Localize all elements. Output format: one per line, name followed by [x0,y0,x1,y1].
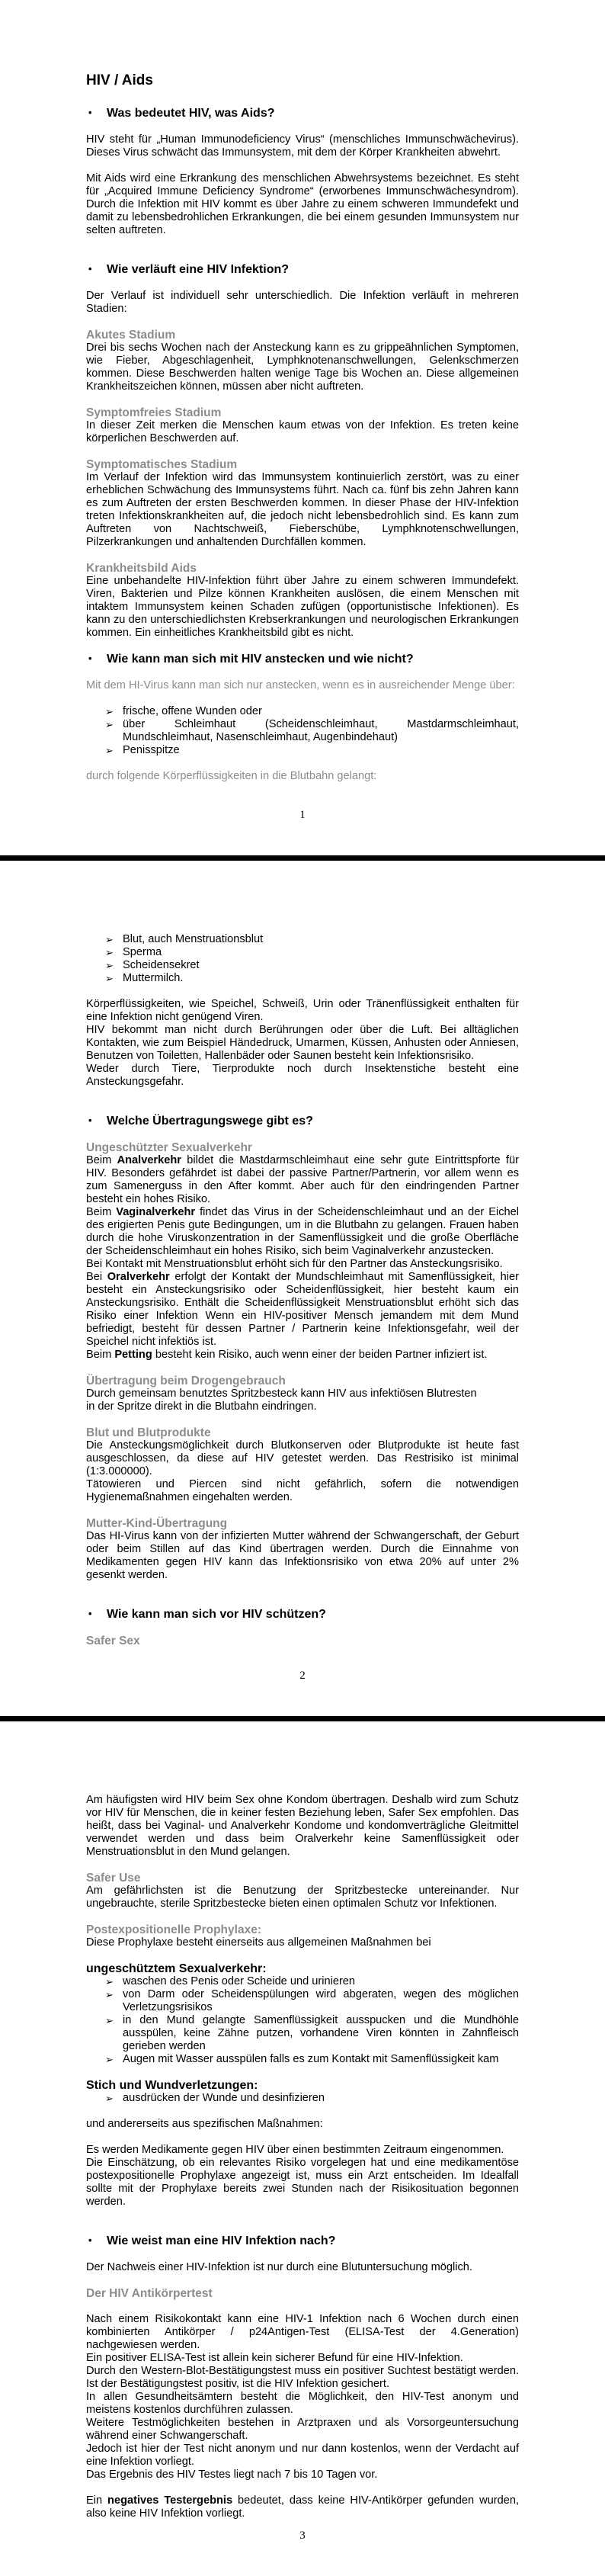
text-run: Am häufigsten wird HIV beim Sex ohne Kondom übertragen. Deshalb wird zum Schutz vor HIV für Menschen, die in keiner festen Beziehung leben, Safer Sex empfohlen. Das heißt, dass bei Vaginal- und Analverkehr Kondome und kondomverträgliche Gleitmittel verwendet werden und dass beim Oralverkehr keine Samenflüssigkeit oder Menstruationsblut in den Mund gelangen. [86,1794,519,1858]
text-run: Körperflüssigkeiten, wie Speichel, Schweiß, Urin oder Tränenflüssigkeit enthalten für eine Infektion nicht genügend Viren. [86,998,519,1023]
sub-heading: Postexpositionelle Prophylaxe: [86,1923,261,1936]
text-run: Das HI-Virus kann von der infizierten Mutter während der Schwangerschaft, der Geburt oder beim Stillen auf das Kind übertragen werden. Durch die Einnahme von Medikamenten gegen HIV kann das Infektionsrisiko von etwa 20% auf unter 2% gesenkt werden. [86,1530,519,1581]
spacer [86,1859,519,1872]
arrow-icon: ➢ [105,947,114,958]
list [86,2092,519,2105]
text-run: Vaginalverkehr [116,1206,196,1218]
paragraph [86,1024,519,1063]
text-run: Petting [114,1349,152,1361]
sub-heading: Krankheitsbild Aids [86,562,197,575]
arrow-icon: ➢ [105,2015,114,2026]
paragraph [86,2469,519,2481]
text-run: Beim [86,1154,117,1166]
page [0,0,605,855]
text-run: Scheidensekret [123,959,200,971]
text-run: HIV steht für „Human Immunodeficiency Virus“ (menschliches Immunschwächevirus). Dieses Virus schwächt das Immunsystem, mit dem der Körper Krankheiten abwehrt. [86,133,519,159]
paragraph [86,2365,519,2391]
text-run: in den Mund gelangte Samenflüssigkeit ausspucken und die Mundhöhle ausspülen, keine Zähne putzen, vorhandene Viren könnten in Zahnfleisch gerieben werden [123,2014,519,2052]
spacer [86,666,519,679]
text-run: und andererseits aus spezifischen Maßnahmen: [86,2118,323,2130]
arrow-icon: ➢ [105,745,114,756]
text-run: Die Ansteckungsmöglichkeit durch Blutkonserven oder Blutprodukte ist heute fast ausgeschlossen, da diese auf HIV getestet werden. Das Restrisiko ist minimal (1:3.000000). [86,1439,519,1477]
list-item [86,2092,519,2105]
spacer [86,277,519,290]
section-heading-text: Wie verläuft eine HIV Infektion? [107,263,290,276]
spacer [86,985,519,998]
spacer [86,2209,519,2222]
text-run: Sperma [123,946,162,958]
text-run: Augen mit Wasser ausspülen falls es zum Kontakt mit Samenflüssigkeit kam [123,2053,499,2065]
list-item [86,2014,519,2053]
text-run: Diese Prophylaxe besteht einerseits aus allgemeinen Maßnahmen bei [86,1936,431,1949]
spacer [86,1413,519,1426]
page-number: 2 [299,1670,306,1682]
list-item-text [123,959,200,971]
spacer [86,1949,519,1962]
text-run: negatives Testergebnis [107,2494,233,2507]
text-run: ausdrücken der Wunde und desinfizieren [123,2092,325,2104]
section-heading-text: Wie kann man sich mit HIV anstecken und wie nicht? [107,653,414,666]
text-run: Ein [86,2494,108,2507]
spacer [86,2274,519,2287]
text-run: Bei [86,1271,107,1283]
text-run: Der Nachweis einer HIV-Infektion ist nur durch eine Blutuntersuchung möglich. [86,2261,472,2273]
paragraph [86,770,519,783]
list [86,1975,519,2066]
text-run: waschen des Penis oder Scheide und urinieren [123,1975,356,1987]
paragraph [86,419,519,445]
spacer [86,2131,519,2144]
list-item-text [123,744,180,756]
section-heading-text: Was bedeutet HIV, was Aids? [107,107,275,120]
sub-heading: Symptomatisches Stadium [86,458,238,471]
spacer [86,2481,519,2494]
page-number: 1 [299,809,306,821]
list-item [86,972,519,985]
paragraph [86,2157,519,2209]
spacer [86,1595,519,1608]
text-run: In dieser Zeit merken die Menschen kaum etwas von der Infektion. Es treten keine körperlichen Beschwerden auf. [86,419,519,444]
section-heading-text: Wie weist man eine HIV Infektion nach? [107,2234,336,2247]
text-run: Weder durch Tiere, Tierprodukte noch durch Insektenstiche besteht eine Ansteckungsgefahr. [86,1063,519,1088]
paragraph [86,133,519,159]
text-run: HIV bekommt man nicht durch Berührungen oder über die Luft. Bei alltäglichen Kontakten, wie zum Beispiel Händedruck, Umarmen, Küssen, Anhusten oder Anniesen, Benutzen von Toiletten, Hallenbäder oder Saunen besteht kein Infektionsrisiko. [86,1024,519,1062]
paragraph [86,2494,519,2520]
spacer [86,2222,519,2234]
document-title: HIV / Aids [86,72,153,88]
paragraph [86,2144,519,2157]
list-item [86,933,519,946]
sub-heading: Symptomfreies Stadium [86,406,222,419]
bullet-icon: • [88,107,92,118]
arrow-icon: ➢ [105,2093,114,2104]
bold-heading: Stich und Wundverletzungen: [86,2079,258,2092]
bullet-icon: • [88,263,92,274]
section-heading [86,107,519,120]
spacer [86,1102,519,1115]
paragraph [86,1271,519,1349]
list-item-text [123,972,183,984]
paragraph [86,1478,519,1504]
list-item-text [123,2092,325,2104]
list-item-text [123,1975,355,1987]
spacer [86,2248,519,2261]
bullet-icon: • [88,653,92,664]
list-item [86,705,519,718]
text-run: erfolgt der Kontakt der Mundschleimhaut mit Samenflüssigkeit, hier besteht ein Ansteckungsrisiko oder Scheidenflüssigkeit, hier besteht kaum ein Ansteckungsrisiko. Enthält die Scheidenflüssigkeit Menstruationsblut erhöht sich das Risiko einer Infektion Wenn ein HIV-positiver Mensch jemandem mit dem Mund befriedigt, besteht für dessen Partner / Partnerin keine Infektionsgefahr, weil der Speichel nicht infektiös ist. [86,1271,519,1348]
arrow-icon: ➢ [105,934,114,945]
text-run: bedeutet, dass keine HIV-Antikörper gefunden wurden, also keine HIV Infektion vorliegt. [86,2494,519,2520]
arrow-icon: ➢ [105,973,114,984]
text-run: Nach einem Risikokontakt kann eine HIV-1 Infektion nach 6 Wochen durch einen kombinierten Antikörper / p24Antigen-Test (ELISA-Test der 4.Generation) nachgewiesen werden. [86,2313,519,2351]
text-run: Drei bis sechs Wochen nach der Ansteckung kann es zu grippeähnlichen Symptomen, wie Fieber, Abgeschlagenheit, Lymphknotenanschwellungen, Gelenkschmerzen kommen. Diese Beschwerden halten wenige Tage bis Wochen an. Diese allgemeinen Krankheitszeichen können, müssen aber nicht auftreten. [86,342,519,393]
list-item-text [123,946,162,958]
bullet-icon: • [88,2234,92,2246]
paragraph [86,1794,519,1859]
sub-heading: Akutes Stadium [86,329,176,342]
sub-heading: Safer Sex [86,1634,140,1647]
page-number: 3 [299,2529,306,2542]
paragraph [86,2391,519,2417]
paragraph [86,2313,519,2352]
arrow-icon: ➢ [105,1989,114,2000]
list-item-text [123,2053,498,2065]
text-run: Beim [86,1206,117,1218]
spacer [86,1910,519,1923]
text-run: Ein positiver ELISA-Test ist allein kein sicherer Befund für eine HIV-Infektion. [86,2352,463,2364]
section-heading-text: Wie kann man sich vor HIV schützen? [107,1608,326,1621]
text-run: in der Spritze direkt in die Blutbahn eindringen. [86,1400,317,1413]
text-run: Durch den Western-Blot-Bestätigungstest muss ein positiver Suchtest bestätigt werden. Ist der Bestätigungstest positiv, ist die HIV Infektion gesichert. [86,2365,519,2390]
paragraph [86,1206,519,1258]
spacer [86,445,519,458]
paragraph [86,1439,519,1478]
text-run: frische, offene Wunden oder [123,705,262,717]
list-item-text [123,1988,519,2013]
spacer [86,757,519,770]
text-run: Jedoch ist hier der Test nicht anonym und nur dann kostenlos, wenn der Verdacht auf eine Infektion vorliegt. [86,2443,519,2468]
list-item [86,946,519,959]
paragraph [86,172,519,237]
paragraph [86,998,519,1024]
text-run: bildet die Mastdarmschleimhaut eine sehr gute Eintrittspforte für HIV. Besonders gefährdet ist dabei der passive Partner/Partnerin, vor allem wenn es zum Samenerguss in den After kommt. Aber auch für den eindringenden Partner besteht ein hohes Risiko. [86,1154,519,1205]
spacer [86,316,519,329]
bold-heading: ungeschütztem Sexualverkehr: [86,1962,267,1975]
page-separator [0,1716,605,1721]
spacer [86,1362,519,1375]
list [86,705,519,757]
spacer [86,393,519,406]
spacer [86,1128,519,1141]
text-run: Penisspitze [123,744,180,756]
text-run: Analverkehr [117,1154,181,1166]
sub-heading: Safer Use [86,1872,141,1885]
paragraph [86,679,519,692]
paragraph [86,342,519,393]
spacer [86,237,519,250]
paragraph [86,2352,519,2365]
paragraph [86,471,519,549]
spacer [86,1582,519,1595]
paragraph [86,1936,519,1949]
spacer [86,120,519,133]
spacer [86,94,519,107]
section-heading [86,1115,519,1128]
paragraph [86,2118,519,2131]
section-heading [86,2234,519,2248]
paragraph [86,1387,519,1413]
text-run: Bei Kontakt mit Menstruationsblut erhöht sich für den Partner das Ansteckungsrisiko. [86,1258,503,1270]
section-heading [86,653,519,666]
text-run: findet das Virus in der Scheidenschleimhaut und an der Eichel des erigierten Penis gute Bedingungen, um in die Blutbahn zu gelangen. Frauen haben durch die hohe Viruskonzentration in der Samenflüssigkeit und die große Oberfläche der Scheidenschleimhaut ein hohes Risiko, sich beim Vaginalverkehr anzustecken. [86,1206,519,1257]
spacer [86,250,519,263]
page [0,1721,605,2576]
list-item-text [123,933,263,945]
sub-heading: Ungeschützter Sexualverkehr [86,1141,252,1154]
text-run: Blut, auch Menstruationsblut [123,933,264,945]
text-run: Eine unbehandelte HIV-Infektion führt über Jahre zu einem schweren Immundefekt. Viren, Bakterien und Pilze können Krankheiten auslösen, die einem Menschen mit intaktem Immunsystem keinen Schaden zufügen (opportunistische Infektionen). Es kann zu den unterschiedlichsten Krebserkrankungen und neurologischen Erkrankungen kommen. Ein einheitliches Krankheitsbild gibt es nicht. [86,575,519,639]
spacer [86,2066,519,2079]
spacer [86,2300,519,2313]
text-run: In allen Gesundheitsämtern besteht die Möglichkeit, den HIV-Test anonym und meistens kostenlos durchführen zulassen. [86,2391,519,2416]
spacer [86,159,519,172]
section-heading [86,263,519,277]
text-run: Das Ergebnis des HIV Testes liegt nach 7 bis 10 Tagen vor. [86,2469,378,2481]
sub-heading: Der HIV Antikörpertest [86,2287,213,2300]
sub-heading: Mutter-Kind-Übertragung [86,1517,228,1530]
text-run: Weitere Testmöglichkeiten bestehen in Arztpraxen und als Vorsorgeuntersuchung während einer Schwangerschaft. [86,2417,519,2442]
spacer [86,1504,519,1517]
spacer [86,640,519,653]
arrow-icon: ➢ [105,719,114,730]
spacer [86,549,519,562]
text-run: Muttermilch. [123,972,184,984]
list-item-text [123,718,519,743]
paragraph [86,1885,519,1910]
section-heading-text: Welche Übertragungswege gibt es? [107,1115,313,1128]
text-run: Oralverkehr [107,1271,170,1283]
paragraph [86,1530,519,1582]
spacer [86,692,519,705]
text-run: Durch gemeinsam benutztes Spritzbesteck kann HIV aus infektiösen Blutresten [86,1387,477,1400]
text-run: durch folgende Körperflüssigkeiten in die Blutbahn gelangt: [86,770,377,782]
text-run: Am gefährlichsten ist die Benutzung der Spritzbestecke untereinander. Nur ungebrauchte, sterile Spritzbestecke bieten einen optimalen Schutz vor Infektionen. [86,1885,519,1910]
text-run: Beim [86,1349,115,1361]
list-item [86,959,519,972]
list-item [86,1975,519,1988]
spacer [86,1622,519,1634]
text-run: Tätowieren und Piercen sind nicht gefährlich, sofern die notwendigen Hygienemaßnahmen eingehalten werden. [86,1478,519,1503]
list-item-text [123,2014,519,2052]
text-run: Der Verlauf ist individuell sehr unterschiedlich. Die Infektion verläuft in mehreren Stadien: [86,290,519,315]
arrow-icon: ➢ [105,960,114,971]
page-separator [0,855,605,861]
list-item [86,2053,519,2066]
paragraph [86,1063,519,1089]
paragraph [86,290,519,316]
paragraph [86,1258,519,1271]
arrow-icon: ➢ [105,1976,114,1987]
list [86,933,519,985]
text-run: Mit dem HI-Virus kann man sich nur anstecken, wenn es in ausreichender Menge über: [86,679,515,691]
list-item [86,718,519,744]
list-item [86,1988,519,2014]
text-run: Die Einschätzung, ob ein relevantes Risiko vorgelegen hat und eine medikamentöse postexpositionelle Prophylaxe angezeigt ist, muss ein Arzt entscheiden. Im Idealfall sollte mit der Prophylaxe bereits zwei Stunden nach der Risikosituation begonnen werden. [86,2157,519,2208]
text-run: besteht kein Risiko, auch wenn einer der beiden Partner infiziert ist. [152,1349,488,1361]
paragraph [86,2417,519,2443]
paragraph [86,2443,519,2469]
sub-heading: Blut und Blutprodukte [86,1426,211,1439]
paragraph [86,575,519,640]
paragraph [86,1154,519,1206]
paragraph [86,1349,519,1362]
text-run: von Darm oder Scheidenspülungen wird abgeraten, wegen des möglichen Verletzungsrisikos [123,1988,519,2013]
bullet-icon: • [88,1115,92,1126]
list-item [86,744,519,757]
arrow-icon: ➢ [105,2054,114,2065]
section-heading [86,1608,519,1622]
arrow-icon: ➢ [105,706,114,717]
spacer [86,1089,519,1102]
text-run: über Schleimhaut (Scheidenschleimhaut, Mastdarmschleimhaut, Mundschleimhaut, Nasenschleimhaut, Augenbindehaut) [123,718,519,743]
sub-heading: Übertragung beim Drogengebrauch [86,1375,286,1387]
bullet-icon: • [88,1608,92,1619]
list-item-text [123,705,262,717]
page [0,861,605,1716]
paragraph [86,2261,519,2274]
spacer [86,2105,519,2118]
text-run: Es werden Medikamente gegen HIV über einen bestimmten Zeitraum eingenommen. [86,2144,504,2156]
text-run: Im Verlauf der Infektion wird das Immunsystem kontinuierlich zerstört, was zu einer erheblichen Schwächung des Immunsystems führt. Nach ca. fünf bis zehn Jahren kann es zum Auftreten der ersten Beschwerden kommen. In dieser Phase der HIV-Infektion treten Infektionskrankheiten auf, die jedoch nicht lebensbedrohlich sind. Es kann zum Auftreten von Nachtschweiß, Fieberschübe, Lymphknotenschwellungen, Pilzerkrankungen und anhaltenden Durchfällen kommen. [86,471,519,548]
text-run: Mit Aids wird eine Erkrankung des menschlichen Abwehrsystems bezeichnet. Es steht für „Acquired Immune Deficiency Syndrome“ (erworbenes Immunschwächesyndrom). Durch die Infektion mit HIV kommt es über Jahre zu einem schweren Immundefekt und damit zu lebensbedrohlichen Erkrankungen, die bei einem gesunden Immunsystem nur selten auftreten. [86,172,519,236]
